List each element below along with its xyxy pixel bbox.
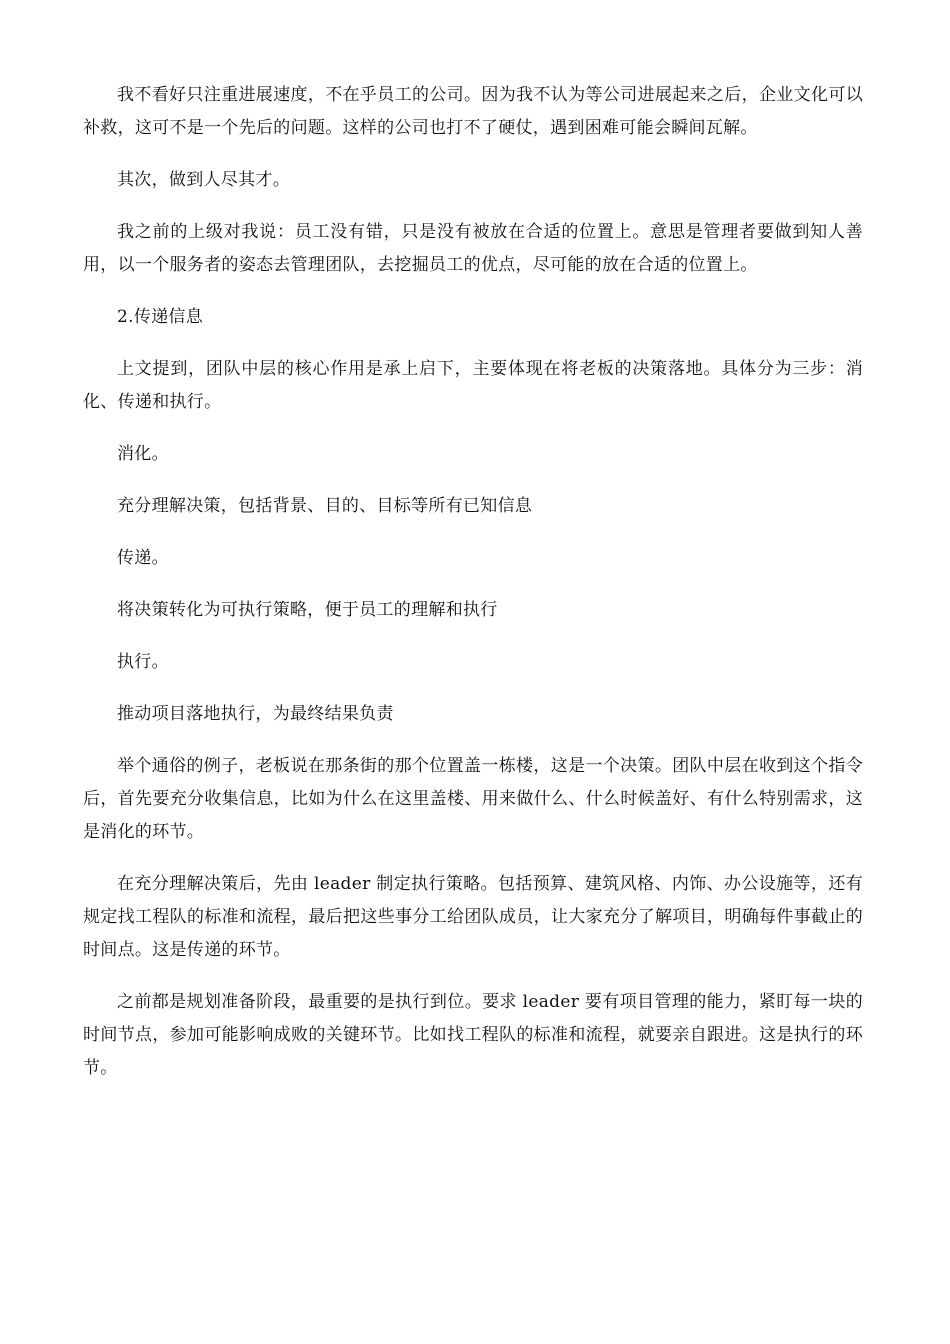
step-title-digest: 消化。 [117, 444, 169, 464]
step-desc-digest: 充分理解决策，包括背景、目的、目标等所有已知信息 [117, 496, 533, 516]
step-title-execute: 执行。 [117, 652, 169, 672]
paragraph: 我不看好只注重进展速度，不在乎员工的公司。因为我不认为等公司进展起来之后，企业文化可以补救，这可不是一个先后的问题。这样的公司也打不了硬仗，遇到困难可能会瞬间瓦解。 [83, 85, 863, 138]
paragraph: 之前都是规划准备阶段，最重要的是执行到位。要求 leader 要有项目管理的能力，紧盯每一块的时间节点，参加可能影响成败的关键环节。比如找工程队的标准和流程，就要亲自跟进。这是执行的环节。 [83, 992, 863, 1078]
step-title-transmit: 传递。 [117, 548, 169, 568]
section-heading: 2.传递信息 [117, 307, 204, 327]
paragraph: 上文提到，团队中层的核心作用是承上启下，主要体现在将老板的决策落地。具体分为三步：消化、传递和执行。 [83, 359, 863, 412]
step-desc-transmit: 将决策转化为可执行策略，便于员工的理解和执行 [117, 600, 498, 620]
paragraph: 在充分理解决策后，先由 leader 制定执行策略。包括预算、建筑风格、内饰、办公设施等，还有规定找工程队的标准和流程，最后把这些事分工给团队成员，让大家充分了解项目，明确每件事截止的时间点。这是传递的环节。 [83, 874, 863, 960]
step-desc-execute: 推动项目落地执行，为最终结果负责 [117, 704, 394, 724]
paragraph: 我之前的上级对我说：员工没有错，只是没有被放在合适的位置上。意思是管理者要做到知人善用，以一个服务者的姿态去管理团队，去挖掘员工的优点，尽可能的放在合适的位置上。 [83, 222, 863, 275]
document-body [83, 79, 863, 1104]
paragraph: 其次，做到人尽其才。 [117, 170, 290, 190]
paragraph: 举个通俗的例子，老板说在那条街的那个位置盖一栋楼，这是一个决策。团队中层在收到这个指令后，首先要充分收集信息，比如为什么在这里盖楼、用来做什么、什么时候盖好、有什么特别需求，这是消化的环节。 [83, 756, 863, 842]
